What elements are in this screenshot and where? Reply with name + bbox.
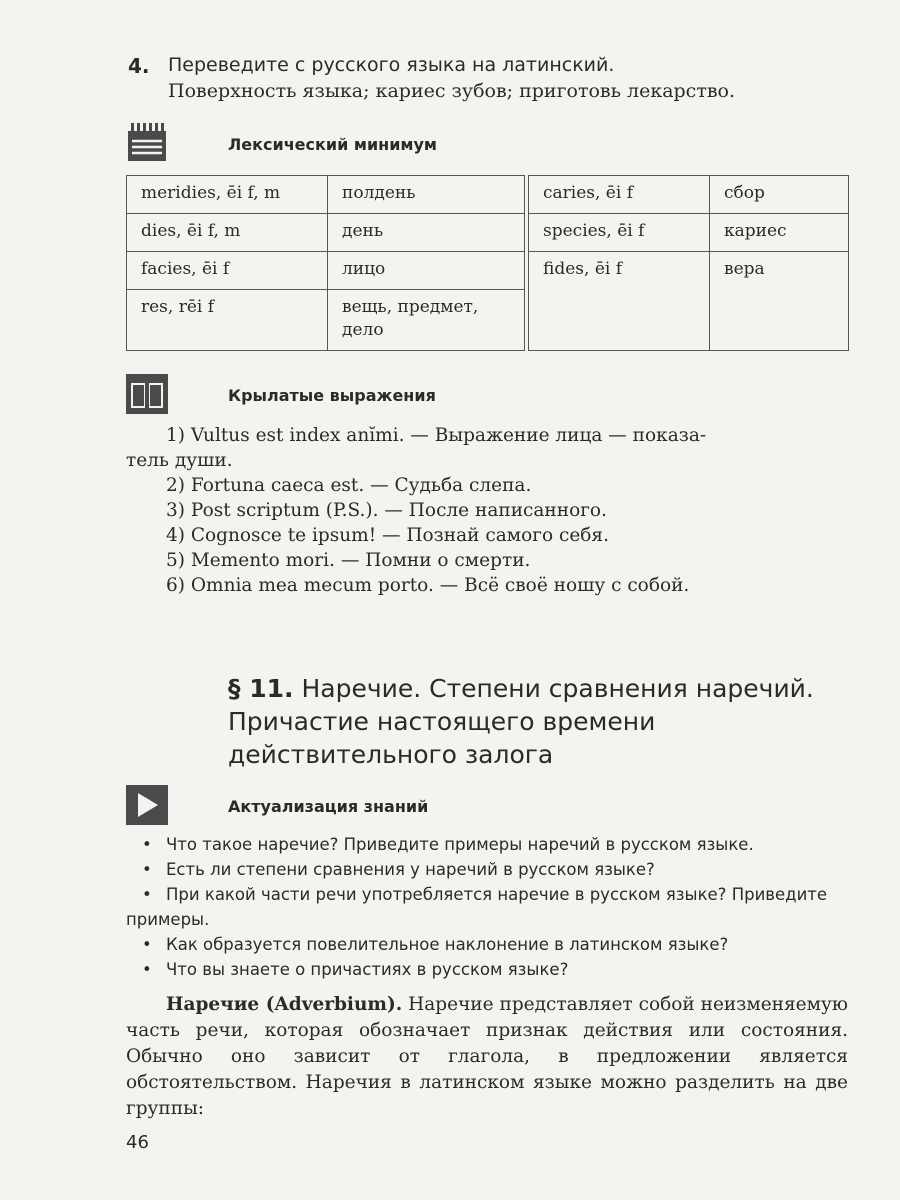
phrases-header bbox=[126, 374, 436, 414]
translation: полдень bbox=[328, 176, 525, 214]
list-item: 4) Cognosce te ipsum! — Познай самого себя. bbox=[166, 525, 609, 546]
exercise-number: 4. bbox=[128, 54, 150, 78]
lexical-title: Лексический минимум bbox=[228, 135, 438, 154]
page-number: 46 bbox=[126, 1132, 149, 1153]
latin-word: res, rēi f bbox=[127, 290, 328, 351]
actualization-title: Актуализация знаний bbox=[228, 797, 429, 816]
vocabulary-table bbox=[126, 175, 849, 351]
play-icon bbox=[126, 785, 166, 825]
lexical-header bbox=[126, 123, 438, 163]
exercise-task: Поверхность языка; кариес зубов; приготовь лекарство. bbox=[168, 80, 736, 102]
adverb-paragraph bbox=[126, 992, 848, 1122]
phrases-title: Крылатые выражения bbox=[228, 386, 436, 405]
phrases-list bbox=[126, 423, 851, 598]
list-item: • При какой части речи употребляется наречие в русском языке? Приведите примеры. bbox=[126, 882, 851, 932]
translation: вера bbox=[710, 252, 849, 351]
latin-word: dies, ēi f, m bbox=[127, 214, 328, 252]
chapter-line3: действительного залога bbox=[228, 740, 554, 769]
translation: кариес bbox=[710, 214, 849, 252]
latin-word: facies, ēi f bbox=[127, 252, 328, 290]
chapter-number: § 11. bbox=[228, 674, 294, 703]
list-item: тель души. bbox=[126, 450, 233, 471]
chapter-title bbox=[228, 672, 814, 771]
translation: вещь, предмет, дело bbox=[328, 290, 525, 351]
table-row bbox=[127, 214, 849, 252]
list-item: 5) Memento mori. — Помни о смерти. bbox=[166, 550, 531, 571]
latin-word: caries, ēi f bbox=[529, 176, 710, 214]
latin-word: species, ēi f bbox=[529, 214, 710, 252]
translation: лицо bbox=[328, 252, 525, 290]
translation: сбор bbox=[710, 176, 849, 214]
exercise-question: Переведите с русского языка на латинский. bbox=[168, 54, 615, 76]
list-item: 1) Vultus est index anĭmi. — Выражение лица — показа- bbox=[166, 425, 707, 446]
list-item: • Есть ли степени сравнения у наречий в русском языке? bbox=[126, 857, 851, 882]
list-item: 3) Post scriptum (P.S.). — После написанного. bbox=[166, 500, 607, 521]
chapter-line2: Причастие настоящего времени bbox=[228, 707, 656, 736]
notepad-icon bbox=[126, 123, 166, 163]
table-row bbox=[127, 252, 849, 290]
list-item: 6) Omnia mea mecum porto. — Всё своё ношу с собой. bbox=[166, 575, 690, 596]
actualization-header bbox=[126, 785, 429, 825]
translation: день bbox=[328, 214, 525, 252]
term: Наречие (Adverbium). bbox=[166, 994, 403, 1015]
latin-word: meridies, ēi f, m bbox=[127, 176, 328, 214]
list-item: • Что такое наречие? Приведите примеры наречий в русском языке. bbox=[126, 832, 851, 857]
chapter-line1: Наречие. Степени сравнения наречий. bbox=[301, 674, 814, 703]
list-item: • Что вы знаете о причастиях в русском языке? bbox=[126, 957, 851, 982]
list-item: 2) Fortuna caeca est. — Судьба слепа. bbox=[166, 475, 532, 496]
list-item: • Как образуется повелительное наклонение в латинском языке? bbox=[126, 932, 851, 957]
paragraph-text: Наречие представляет собой неизменяемую часть речи, которая обозначает признак действия или состояния. Обычно оно зависит от глагола, в предложении является обстоятельством. Наречия в латинском языке можно разделить на две группы: bbox=[126, 994, 848, 1119]
latin-word: fides, ēi f bbox=[529, 252, 710, 351]
table-row bbox=[127, 176, 849, 214]
open-book-icon bbox=[126, 374, 166, 414]
questions-list bbox=[126, 832, 851, 982]
